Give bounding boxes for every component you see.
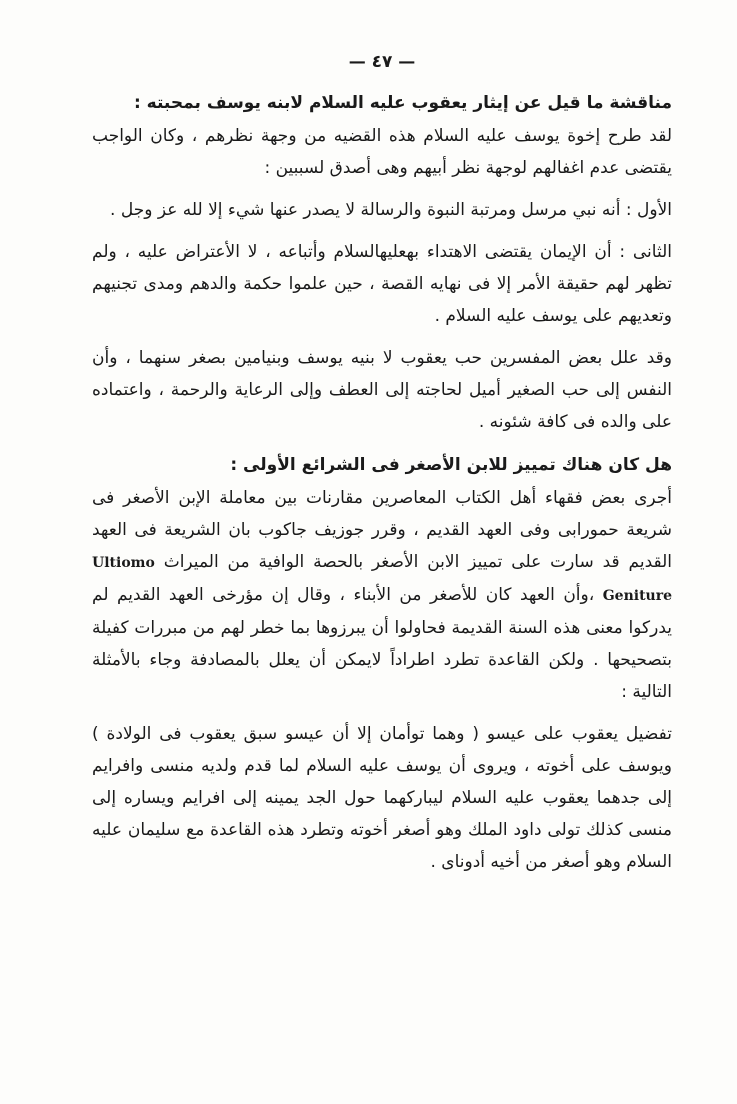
paragraph-4: وقد علل بعض المفسرين حب يعقوب لا بنيه يوسف وبنيامين بصغر سنهما ، وأن النفس إلى حب الصغير أميل لحاجته إلى العطف وإلى الرعاية والرحمة ، واعتماده على والده فى كافة شئونه . [92, 348, 672, 432]
paragraph-2: الأول : أنه نبي مرسل ومرتبة النبوة والرسالة لا يصدر عنها شيء إلا لله عز وجل . [110, 200, 672, 220]
document-page [92, 48, 672, 888]
section-heading-youngest-son: هل كان هناك تمييز للابن الأصغر فى الشرائع الأولى : [230, 455, 672, 475]
latin-term: Ultiomo Geniture [92, 555, 673, 604]
paragraph-5 [92, 482, 672, 708]
page-number: — ٤٧ — [348, 52, 416, 72]
paragraph-5-part-b: ،وأن العهد كان للأصغر من الأبناء ، وقال إن مؤرخى العهد القديم لم يدركوا معنى هذه السنة القديمة فحاولوا أن يبرزوها بما خطر لهم من مبررات كفيلة بتصحيحها . ولكن القاعدة تطرد اطراداً لايمكن أن يعلل بالمصادفة وجاء بالأمثلة التالية : [92, 585, 672, 702]
paragraph-3: الثانى : أن الإيمان يقتضى الاهتداء بهعليهالسلام وأتباعه ، لا الأعتراض عليه ، ولم تظهر لهم حقيقة الأمر إلا فى نهايه القصة ، حين علموا حكمة والدهم ومدى تجنيهم وتعديهم على يوسف عليه السلام . [92, 242, 672, 326]
paragraph-1: لقد طرح إخوة يوسف عليه السلام هذه القضيه من وجهة نظرهم ، وكان الواجب يقتضى عدم اغفالهم لوجهة نظر أبيهم وهى أصدق لسببين : [92, 126, 672, 178]
section-heading-discussion: مناقشة ما قيل عن إيثار يعقوب عليه السلام لابنه يوسف بمحبته : [133, 93, 672, 113]
paragraph-6: تفضيل يعقوب على عيسو ( وهما توأمان إلا أن عيسو سبق يعقوب فى الولادة ) ويوسف على أخوته ، ويروى أن يوسف عليه السلام لما قدم ولديه منسى وافرايم إلى جدهما يعقوب عليه السلام ليباركهما حول الجد يمينه إلى افرايم ويساره إلى منسى كذلك تولى داود الملك وهو أصغر أخوته وتطرد هذه القاعدة مع سليمان عليه السلام وهو أصغر من أخيه أدونای . [92, 724, 672, 872]
paragraph-5-part-a: أجرى بعض فقهاء أهل الكتاب المعاصرين مقارنات بين معاملة الإبن الأصغر فى شريعة حمورابى وفى العهد القديم ، وقرر جوزيف جاكوب بان الشريعة فى العهد القديم قد سارت على تمييز الابن الأصغر بالحصة الوافية من الميراث [92, 488, 673, 572]
